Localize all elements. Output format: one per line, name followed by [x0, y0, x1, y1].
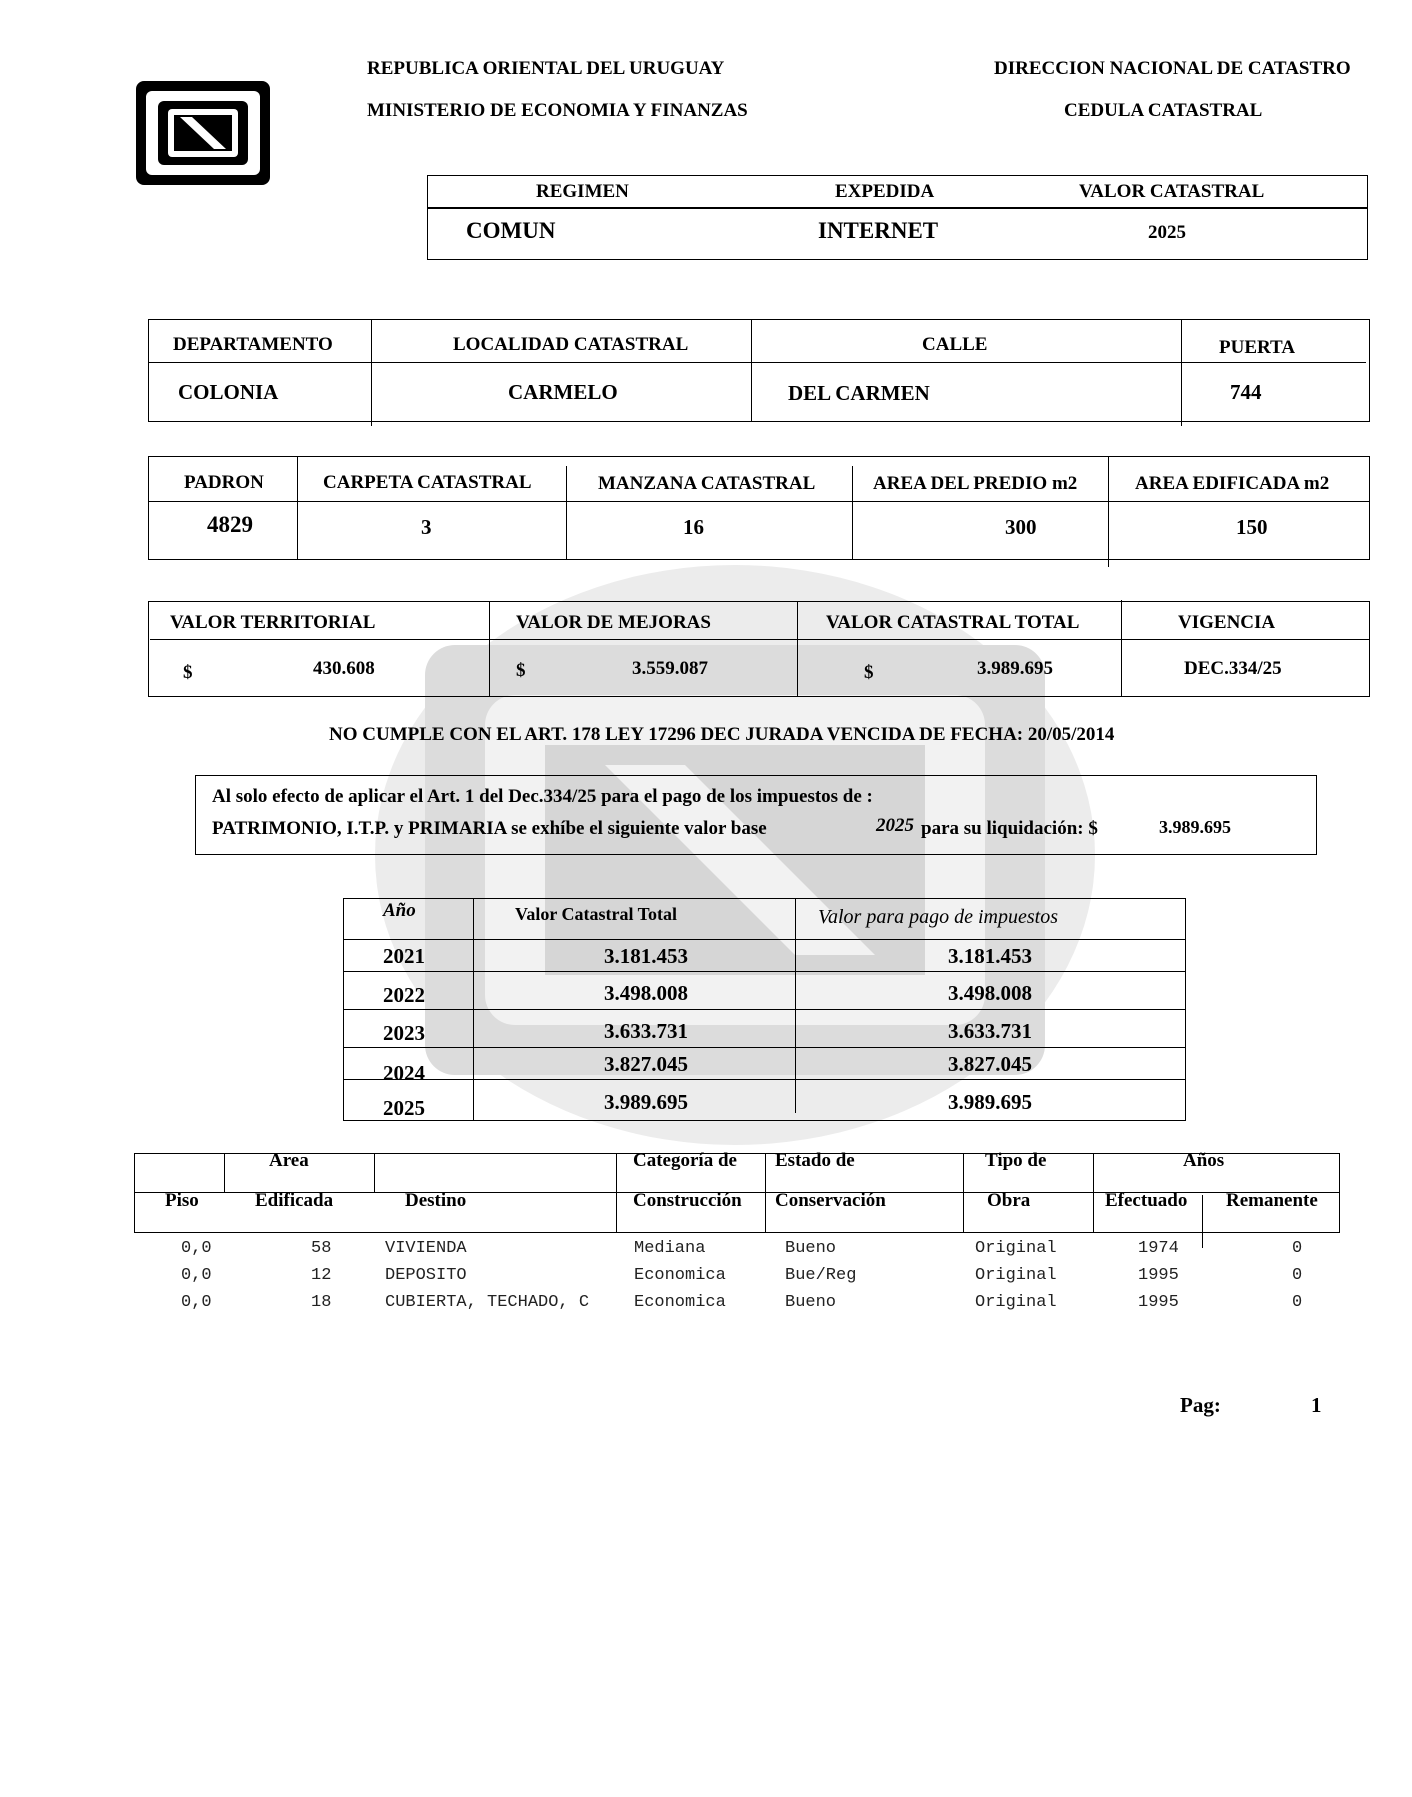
location-col-sep-3 — [1181, 320, 1182, 426]
regimen-label: REGIMEN — [536, 181, 629, 202]
values-col-sep-2 — [797, 602, 798, 696]
compliance-notice: NO CUMPLE CON EL ART. 178 LEY 17296 DEC JURADA VENCIDA DE FECHA: 20/05/2014 — [329, 724, 1115, 745]
bh-estado: Conservación — [775, 1190, 886, 1211]
valor-total-value: 3.989.695 — [977, 658, 1053, 679]
buildings-col-sep-6 — [1093, 1153, 1094, 1233]
puerta-value: 744 — [1230, 380, 1262, 404]
building-efectuado: 1995 — [1138, 1293, 1179, 1312]
expedida-label: EXPEDIDA — [835, 181, 935, 202]
carpeta-value: 3 — [421, 515, 432, 539]
valor-mejoras-label: VALOR DE MEJORAS — [516, 612, 711, 633]
parcel-col-sep-4 — [1108, 457, 1109, 567]
building-destino: DEPOSITO — [385, 1266, 467, 1285]
location-col-sep-1 — [371, 320, 372, 426]
valor-catastral-label: VALOR CATASTRAL — [1079, 181, 1265, 202]
history-total: 3.181.453 — [604, 944, 688, 968]
history-tax: 3.633.731 — [948, 1019, 1032, 1043]
history-tax: 3.181.453 — [948, 944, 1032, 968]
expedida-value: INTERNET — [818, 218, 939, 243]
valor-territorial-value: 430.608 — [313, 658, 375, 679]
page-number: 1 — [1311, 1393, 1322, 1417]
manzana-value: 16 — [683, 515, 704, 539]
buildings-col-sep-4 — [765, 1153, 766, 1233]
bh-categoria: Construcción — [633, 1190, 742, 1211]
history-row-line-1 — [343, 939, 1186, 940]
departamento-value: COLONIA — [178, 380, 279, 404]
country-title: REPUBLICA ORIENTAL DEL URUGUAY — [367, 58, 725, 79]
buildings-col-tick — [1202, 1232, 1203, 1248]
valor-territorial-label: VALOR TERRITORIAL — [170, 612, 376, 633]
tax-box-line2-end: para su liquidación: $ — [921, 818, 1098, 839]
bh-estado-top: Estado de — [775, 1150, 855, 1171]
buildings-col-sep-5 — [963, 1153, 964, 1233]
regimen-value: COMUN — [466, 218, 556, 243]
buildings-col-sep-1 — [224, 1153, 225, 1193]
valor-total-label: VALOR CATASTRAL TOTAL — [826, 612, 1080, 633]
bh-piso: Piso — [165, 1190, 199, 1211]
history-total: 3.498.008 — [604, 981, 688, 1005]
history-year: 2023 — [383, 1021, 425, 1045]
building-tipo: Original — [975, 1239, 1057, 1258]
building-tipo: Original — [975, 1266, 1057, 1285]
building-piso: 0,0 — [181, 1293, 212, 1312]
puerta-label: PUERTA — [1219, 337, 1296, 358]
padron-value: 4829 — [207, 512, 253, 537]
manzana-label: MANZANA CATASTRAL — [598, 473, 816, 494]
location-divider — [148, 362, 1366, 363]
valor-mejoras-value: 3.559.087 — [632, 658, 708, 679]
history-row-line-4 — [343, 1047, 1186, 1048]
building-estado: Bue/Reg — [785, 1266, 857, 1285]
values-col-sep-1 — [489, 602, 490, 696]
calle-label: CALLE — [922, 334, 988, 355]
catastro-logo-icon — [134, 79, 272, 187]
history-tax: 3.827.045 — [948, 1052, 1032, 1076]
ministry-title: MINISTERIO DE ECONOMIA Y FINANZAS — [367, 100, 748, 121]
bh-anos-top: Años — [1183, 1150, 1225, 1171]
bh-area: Edificada — [255, 1190, 334, 1211]
tax-box-line2: PATRIMONIO, I.T.P. y PRIMARIA se exhíbe el siguiente valor base — [212, 818, 767, 839]
building-piso: 0,0 — [181, 1266, 212, 1285]
history-col-sep-2 — [795, 898, 796, 1113]
currency-mejoras: $ — [516, 660, 526, 681]
parcel-divider — [148, 501, 1370, 502]
buildings-col-sep-3 — [616, 1153, 617, 1233]
bh-destino: Destino — [405, 1190, 467, 1211]
vigencia-value: DEC.334/25 — [1184, 658, 1282, 679]
currency-total: $ — [864, 662, 874, 683]
history-col-year: Año — [383, 900, 416, 921]
tax-box-line1: Al solo efecto de aplicar el Art. 1 del Dec.334/25 para el pago de los impuestos de : — [212, 786, 873, 807]
history-total: 3.827.045 — [604, 1052, 688, 1076]
bh-tipo-top: Tipo de — [985, 1150, 1047, 1171]
parcel-col-sep-1 — [297, 457, 298, 559]
agency-title: DIRECCION NACIONAL DE CATASTRO — [994, 58, 1351, 79]
values-col-sep-3 — [1121, 600, 1122, 696]
bh-area-top: Area — [269, 1150, 309, 1171]
padron-label: PADRON — [184, 472, 264, 493]
building-tipo: Original — [975, 1293, 1057, 1312]
building-piso: 0,0 — [181, 1239, 212, 1258]
building-remanente: 0 — [1292, 1293, 1303, 1312]
bh-categoria-top: Categoría de — [633, 1150, 737, 1171]
localidad-label: LOCALIDAD CATASTRAL — [453, 334, 689, 355]
valor-catastral-year: 2025 — [1148, 222, 1186, 243]
bh-remanente: Remanente — [1226, 1190, 1318, 1211]
building-efectuado: 1995 — [1138, 1266, 1179, 1285]
building-categoria: Economica — [634, 1266, 726, 1285]
parcel-col-sep-3 — [852, 466, 853, 559]
bh-tipo: Obra — [987, 1190, 1031, 1211]
tax-box-amount: 3.989.695 — [1159, 817, 1231, 837]
building-area: 18 — [311, 1293, 332, 1312]
history-col-tax: Valor para pago de impuestos — [818, 906, 1058, 928]
history-row-line-5 — [343, 1079, 1186, 1080]
departamento-label: DEPARTAMENTO — [173, 334, 333, 355]
history-total: 3.989.695 — [604, 1090, 688, 1114]
history-year: 2022 — [383, 983, 425, 1007]
building-destino: CUBIERTA, TECHADO, C — [385, 1293, 590, 1312]
history-row-line-2 — [343, 971, 1186, 972]
document-title: CEDULA CATASTRAL — [1064, 100, 1263, 121]
building-area: 12 — [311, 1266, 332, 1285]
building-area: 58 — [311, 1239, 332, 1258]
currency-territorial: $ — [183, 662, 193, 683]
history-year: 2025 — [383, 1096, 425, 1120]
building-destino: VIVIENDA — [385, 1239, 467, 1258]
area-predio-value: 300 — [1005, 515, 1037, 539]
carpeta-label: CARPETA CATASTRAL — [323, 472, 532, 493]
building-categoria: Mediana — [634, 1239, 706, 1258]
history-tax: 3.498.008 — [948, 981, 1032, 1005]
calle-value: DEL CARMEN — [788, 381, 930, 405]
tax-box-year: 2025 — [876, 815, 914, 836]
building-remanente: 0 — [1292, 1239, 1303, 1258]
history-col-sep-1 — [473, 898, 474, 1120]
building-categoria: Economica — [634, 1293, 726, 1312]
parcel-col-sep-2 — [566, 466, 567, 559]
localidad-value: CARMELO — [508, 380, 618, 404]
history-year: 2024 — [383, 1061, 425, 1085]
history-row-line-3 — [343, 1009, 1186, 1010]
building-estado: Bueno — [785, 1239, 837, 1258]
buildings-col-sep-2 — [374, 1153, 375, 1193]
building-remanente: 0 — [1292, 1266, 1303, 1285]
page-label: Pag: — [1180, 1393, 1221, 1417]
regimen-divider — [427, 207, 1368, 209]
building-efectuado: 1974 — [1138, 1239, 1179, 1258]
history-col-total: Valor Catastral Total — [515, 904, 678, 924]
buildings-col-sep-7 — [1202, 1195, 1203, 1233]
history-year: 2021 — [383, 944, 425, 968]
vigencia-label: VIGENCIA — [1178, 612, 1276, 633]
values-divider — [150, 639, 1370, 640]
location-col-sep-2 — [751, 320, 752, 421]
bh-efectuado: Efectuado — [1105, 1190, 1188, 1211]
history-total: 3.633.731 — [604, 1019, 688, 1043]
building-estado: Bueno — [785, 1293, 837, 1312]
area-edificada-value: 150 — [1236, 515, 1268, 539]
history-tax: 3.989.695 — [948, 1090, 1032, 1114]
area-edificada-label: AREA EDIFICADA m2 — [1135, 473, 1330, 494]
area-predio-label: AREA DEL PREDIO m2 — [873, 473, 1078, 494]
